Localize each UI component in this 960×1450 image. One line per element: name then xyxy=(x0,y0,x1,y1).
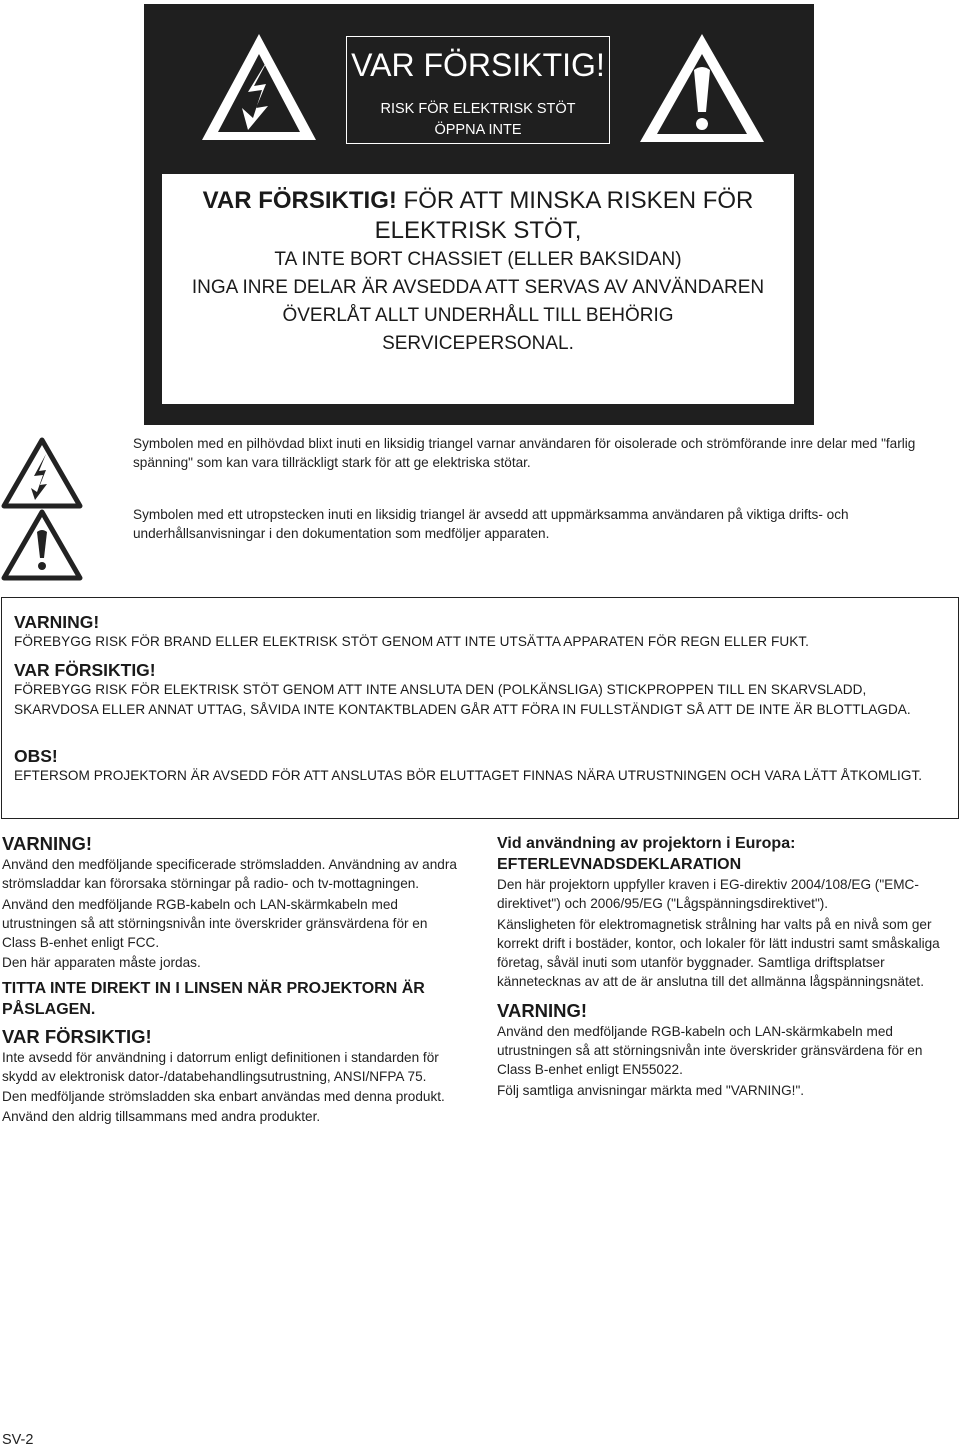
lens-warning-heading: TITTA INTE DIREKT IN I LINSEN NÄR PROJEKTORN ÄR PÅSLAGEN. xyxy=(2,979,425,1018)
left-warning-heading: VARNING! xyxy=(2,833,93,854)
right-paragraph: Följ samtliga anvisningar märkta med "VARNING!". xyxy=(497,1082,805,1098)
declaration-heading: EFTERLEVNADSDEKLARATION xyxy=(497,856,742,873)
warning-box xyxy=(1,597,959,819)
note-text: EFTERSOM PROJEKTORN ÄR AVSEDD FÖR ATT ANSLUTAS BÖR ELUTTAGET FINNAS NÄRA UTRUSTNINGEN OCH VARA LÄTT ÅTKOMLIGT. xyxy=(14,768,923,783)
caution-heading: VAR FÖRSIKTIG! xyxy=(14,660,156,680)
left-paragraph: Använd den medföljande RGB-kabeln och LAN-skärmkabeln med utrustningen så att störningsnivån inte överskrider gränsvärdena för en Class B-enhet enligt FCC. xyxy=(2,896,428,951)
left-paragraph: Den medföljande strömsladden ska enbart användas med denna produkt. Använd den aldrig tillsammans med andra produkter. xyxy=(2,1089,445,1124)
right-column xyxy=(497,833,959,1100)
caution-text: FÖREBYGG RISK FÖR ELEKTRISK STÖT GENOM ATT INTE ANSLUTA DEN (POLKÄNSLIGA) STICKPROPPEN TILL EN SKARVSLADD, SKARVDOSA ELLER ANNAT UTTAG, SÅVIDA INTE KONTAKTBLADEN GÅR ATT FÖRA IN FULLSTÄNDIGT SÅ ATT DE INTE ÄR BLOTTLAGDA. xyxy=(14,682,911,717)
left-column xyxy=(2,833,464,1126)
lightning-triangle-icon xyxy=(0,436,84,510)
warning-heading: VARNING! xyxy=(14,612,100,632)
caution-header-subtitle: RISK FÖR ELEKTRISK STÖT ÖPPNA INTE xyxy=(380,101,576,138)
caution-body xyxy=(162,174,794,404)
right-paragraph: Känsligheten för elektromagnetisk strålning har valts på en nivå som ger korrekt drift i bostäder, kontor, och lokaler för lätt industri samt småskaliga företag, såväl inuti som utanför byggnader. Samtliga driftsplatser kännetecknas av att de är anslutna till det allmänna lågspänningsnätet. xyxy=(497,916,940,990)
page-number: SV-2 xyxy=(2,1432,34,1448)
warning-text: FÖREBYGG RISK FÖR BRAND ELLER ELEKTRISK STÖT GENOM ATT INTE UTSÄTTA APPARATEN FÖR REGN ELLER FUKT. xyxy=(14,634,809,649)
europe-heading: Vid användning av projektorn i Europa: xyxy=(497,835,796,852)
right-paragraph: Använd den medföljande RGB-kabeln och LAN-skärmkabeln med utrustningen så att störningsnivån inte överskrider gränsvärdena för en Class B-enhet enligt EN55022. xyxy=(497,1023,923,1078)
exclamation-triangle-icon xyxy=(634,28,770,150)
left-paragraph: Använd den medföljande specificerade strömsladden. Användning av andra strömsladdar kan förorsaka störningar på radio- och tv-mottagningen. xyxy=(2,857,457,892)
left-paragraph: Inte avsedd för användning i datorrum enligt definitionen i standarden för skydd av elektronisk dator-/databehandlingsutrustning, ANSI/NFPA 75. xyxy=(2,1049,439,1085)
exclamation-symbol-description: Symbolen med ett utropstecken inuti en liksidig triangel är avsedd att uppmärksamma användaren på viktiga drifts- och underhållsanvisningar i den dokumentation som medföljer apparaten. xyxy=(133,507,849,541)
caution-body-text: VAR FÖRSIKTIG! FÖR ATT MINSKA RISKEN FÖR ELEKTRISK STÖT, TA INTE BORT CHASSIET (ELLER BAKSIDAN) INGA INRE DELAR ÄR AVSEDDA ATT SERVAS AV ANVÄNDAREN ÖVERLÅT ALLT UNDERHÅLL TILL BEHÖRIG SERVICEPERSONAL. xyxy=(191,187,765,354)
right-warning-heading: VARNING! xyxy=(497,999,588,1021)
lightning-symbol-description: Symbolen med en pilhövdad blixt inuti en liksidig triangel varnar användaren för oisolerade och strömförande inre delar med "farlig spänning" som kan vara tillräckligt stark för att ge elektriska stötar. xyxy=(133,436,916,470)
note-heading: OBS! xyxy=(14,746,58,766)
left-paragraph: Den här apparaten måste jordas. xyxy=(2,955,201,971)
left-caution-heading: VAR FÖRSIKTIG! xyxy=(2,1025,152,1047)
caution-header-title: VAR FÖRSIKTIG! xyxy=(351,47,605,83)
caution-header-box xyxy=(346,36,610,144)
right-paragraph: Den här projektorn uppfyller kraven i EG-direktiv 2004/108/EG ("EMC-direktivet") och 2006/95/EG ("Lågspänningsdirektivet"). xyxy=(497,877,919,912)
exclamation-triangle-icon xyxy=(0,508,84,582)
lightning-triangle-icon xyxy=(196,28,322,148)
